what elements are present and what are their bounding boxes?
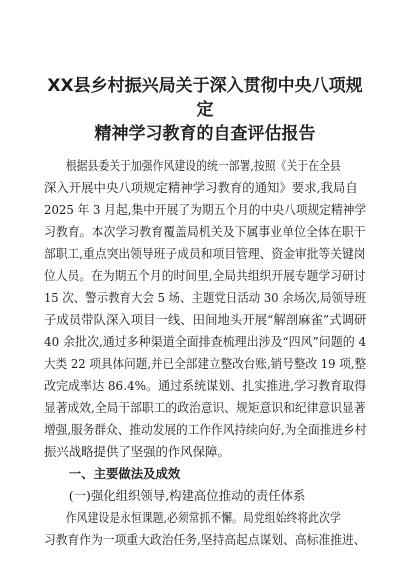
text-line: 显著成效,全局干部职工的政治意识、规矩意识和纪律意识显著 — [44, 400, 366, 415]
body-paragraph — [44, 507, 366, 551]
intro-paragraph — [44, 155, 366, 463]
text-line: 15 次、警示教育大会 5 场、主题党日活动 30 余场次,局领导班 — [44, 290, 367, 305]
text-line: 位人员。在为期五个月的时间里,全局共组织开展专题学习研讨 — [44, 268, 366, 283]
text-line: 作风建设是永恒课题,必须常抓不懈。局党组始终将此次学 — [65, 510, 341, 525]
title-line: XX县乡村振兴局关于深入贯彻中央八项规定 — [47, 76, 363, 120]
text-line: 振兴战略提供了坚强的作风保障。 — [44, 444, 230, 459]
subsection-heading: (一)强化组织领导,构建高位推动的责任体系 — [68, 488, 306, 503]
text-line: 部职工,重点突出领导班子成员和项目管理、资金审批等关键岗 — [44, 246, 366, 261]
text-line: 40 余批次,通过多种渠道全面排查梳理出涉及“四风”问题的 4 — [44, 334, 367, 349]
text-line: 增强,服务群众、推动发展的工作作风持续向好,为全面推进乡村 — [44, 422, 367, 437]
section-heading: 一、主要做法及成效 — [68, 466, 181, 481]
text-line: 子成员带队深入项目一线、田间地头开展“解剖麻雀”式调研 — [44, 312, 367, 327]
text-line: 改完成率达 86.4%。通过系统谋划、扎实推进,学习教育取得 — [44, 378, 367, 393]
text-line: 深入开展中央八项规定精神学习教育的通知》要求,我局自 — [44, 180, 358, 195]
text-line: 2025 年 3 月起,集中开展了为期五个月的中央八项规定精神学 — [44, 202, 367, 217]
title-line: 精神学习教育的自查评估报告 — [94, 124, 316, 144]
text-line: 习教育作为一项重大政治任务,坚持高起点谋划、高标准推进、 — [44, 532, 366, 547]
text-line: 习教育。本次学习教育覆盖局机关及下属事业单位全体在职干 — [44, 224, 366, 239]
text-line: 根据县委关于加强作风建设的统一部署,按照《关于在全县 — [65, 158, 341, 173]
document-title — [44, 74, 366, 146]
text-line: 大类 22 项具体问题,并已全部建立整改台账,销号整改 19 项,整 — [44, 356, 367, 371]
